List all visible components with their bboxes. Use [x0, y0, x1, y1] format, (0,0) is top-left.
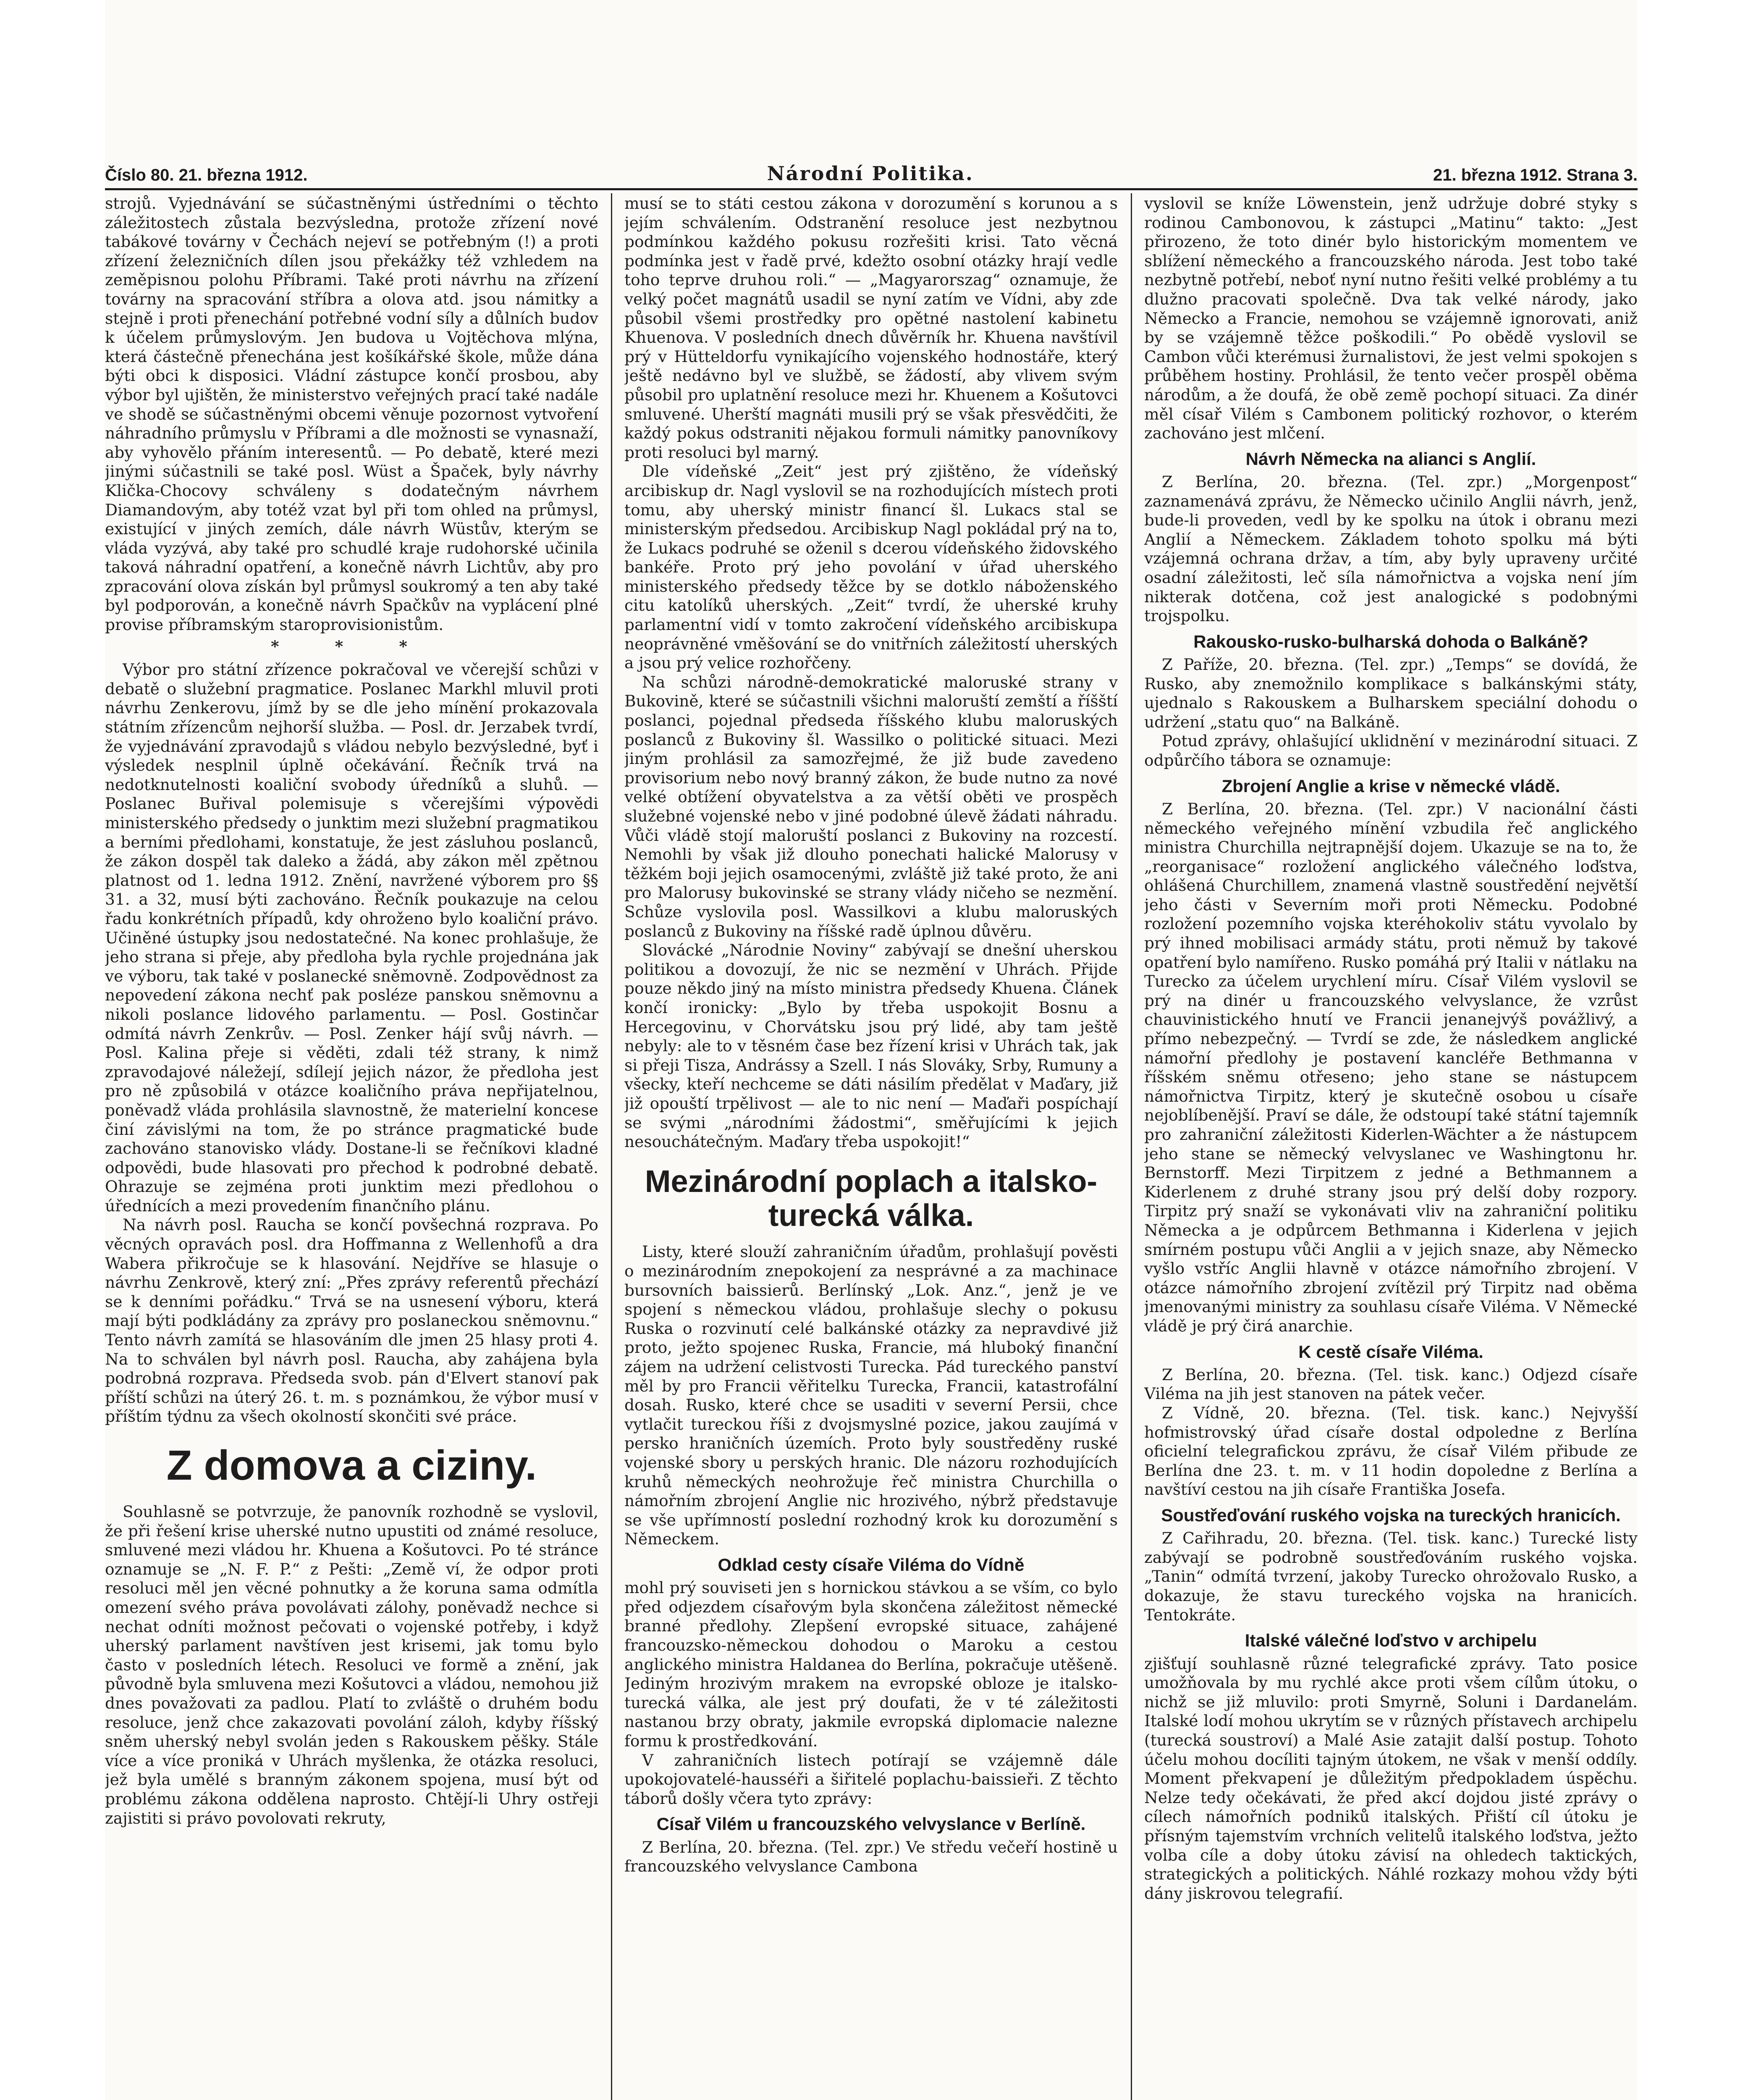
column-1: [105, 194, 598, 2100]
article-heading: K cestě císaře Viléma.: [1298, 1341, 1483, 1362]
issue-info: Číslo 80. 21. března 1912.: [105, 166, 308, 184]
column-divider: [1131, 193, 1132, 2100]
column-3: [1144, 194, 1638, 2100]
paragraph: Potud zprávy, ohlašující uklidnění v mezinárodní situaci. Z odpůrčího tábora se oznamuje:: [1144, 732, 1638, 770]
paragraph: Výbor pro státní zřízence pokračoval ve včerejší schůzi v debatě o služební pragmatice. Poslanec Markhl mluvil proti návrhu Zenkerovu, jímž by se dle jeho mínění prokazovala státním zřízencům nejhorší služba. — Posl. dr. Jerzabek tvrdí, že vyjednávání zpravodajů s vládou nebylo bezvýsledné, byť i výsledek nesplnil úplně očekávání. Řečník trvá na nedotknutelnosti koaliční svobody úředníků a sluhů. — Poslanec Buřival polemisuje s včerejšími výpovědi ministerského předsedy o junktim mezi služební pragmatikou a berními předlohami, konstatuje, že jest zásluhou poslanců, že zákon dospěl tak daleko a žádá, aby zákon měl zpětnou platnost od 1. ledna 1912. Znění, navržené výborem pro §§ 31. a 32, musí býti zachováno. Řečník poukazuje na celou řadu konkrétních případů, kdy ohroženo bylo koaliční právo. Učiněné ústupky jsou nedostatečné. Na konec prohlašuje, že jeho strana si přeje, aby předloha byla rychle projednána jak ve výboru, tak také v poslanecké sněmovně. Zodpovědnost za nepovedení zákona nechť pak posléze panskou sněmovnu a nikoli poslance lidového parlamentu. — Posl. Gostinčar odmítá návrh Zenkrův. — Posl. Zenker hájí svůj návrh. — Posl. Kalina přeje si věděti, zdali též strany, k nimž zpravodajové náležejí, sdílejí jejich názor, že předloha jest pro ně způsobilá v otázce koaličního práva nepřijatelnou, poněvadž vláda prohlásila slavnostně, že materielní koncese činí závislými na tom, že po stránce pragmatické bude zachováno stanovisko vlády. Dostane-li se řečníkovi kladné odpovědi, bude hlasovati pro přechod k podrobné debatě. Ohrazuje se zejména proti junktim mezi předlohou o úřednících a mezi provedením finančního plánu.: [105, 660, 598, 1215]
newspaper-page: [105, 0, 1638, 2100]
article-heading: Italské válečné loďstvo v archipelu: [1245, 1630, 1537, 1651]
article-heading: Rakousko-rusko-bulharská dohoda o Balkáně?: [1193, 631, 1588, 651]
section-heading: Z domova a ciziny.: [166, 1442, 537, 1489]
column-divider: [611, 193, 612, 2100]
paragraph: Z Vídně, 20. března. (Tel. tisk. kanc.) Nejvyšší hofmistrovský úřad císaře dostal odpoledne z Berlína oficielní telegrafickou zprávu, že císař Vilém přibude ze Berlína dne 23. t. m. v 11 hodin dopoledne z Berlína a navštíví cestou na jih císaře Františka Josefa.: [1144, 1404, 1638, 1499]
header-rule: [105, 188, 1638, 190]
paragraph: Z Berlína, 20. března. (Tel. zpr.) Ve středu večeří hostině u francouzského velvyslance Cambona: [624, 1838, 1118, 1876]
paragraph: Z Paříže, 20. března. (Tel. zpr.) „Temps“ se dovídá, že Rusko, aby znemožnilo komplikace s balkánskými státy, ujednalo s Rakouskem a Bulharskem speciální dohodu o udržení „statu quo“ na Balkáně.: [1144, 655, 1638, 731]
article-heading: Návrh Německa na alianci s Anglií.: [1245, 449, 1536, 469]
paragraph: musí se to státi cestou zákona v dorozumění s korunou a s jejím schválením. Odstranění resoluce jest nezbytnou podmínkou každého pokusu rozřešiti krisi. Tato věcná podmínka jest v řadě prvé, kdežto osobní otázky hrají vedle toho teprve druhou roli.“ — „Magyarorszag“ oznamuje, že velký počet magnátů usadil se nyní zatím ve Vídni, aby zde působil všemi prostředky pro opětné nastolení kabinetu Khuenova. V posledních dnech důvěrník hr. Khuena navštívil prý v Hütteldorfu vynikajícího vojenského hodnostáře, který ještě nedávno byl ve službě, se žádostí, aby vlivem svým působil pro uplatnění resoluce mezi hr. Khuenem a Košutovci smluvené. Uherští magnáti musili prý se však přesvědčiti, že každý pokus odstraniti nějakou formuli námitky panovníkovy proti resoluci byl marný.: [624, 194, 1118, 462]
paragraph: zjišťují souhlasně různé telegrafické zprávy. Tato posice umožňovala by mu rychlé akce proti všem cílům útoku, o nichž se již mluvilo: proti Smyrně, Soluni i Dardanelám. Italské lodí mohou ukrytím se v různých přístavech archipelu (turecká soustroví) a Malé Asie zatajit další postup. Tohoto účelu mohou docíliti tajným útokem, ne však v menší oddíly. Moment překvapení je důležitým předpokladem úspěchu. Nelze tedy očekávati, že před akcí dojdou jisté zprávy o cílech námořních podniků italských. Přiští cíl útoku je přísným tajemstvím vrchních velitelů italského loďstva, ježto volba cíle a doby útoku závisí na ohledech taktických, strategických a politických. Náhlé rozkazy mohou vždy býti dány jiskrovou telegrafií.: [1144, 1654, 1638, 1903]
page-header: [105, 155, 1638, 185]
paragraph: Na schůzi národně-demokratické maloruské strany v Bukovině, které se súčastnili všichni maloruští zemští a říšští poslanci, pojednal předseda říšského klubu maloruských poslanců z Bukoviny šl. Wassilko o politické situaci. Mezi jiným prohlásil za samozřejmé, že již bude zavedeno provisorium nebo nový branný zákon, že bude nutno za nové velké obtížení obyvatelstva a za větší oběti ve prospěch služebné vojenské nebo v jiné podobné úlevě žádati náhradu. Vůči vládě stojí maloruští poslanci z Bukoviny na rozcestí. Nemohli by však již dlouho ponechati halické Malorusy v těžkém boji jejich osamocenými, zvláště již také proto, že ani pro Malorusy bukovinské se strany vlády ničeho se nezmění. Schůze vyslovila posl. Wassilkovi a klubu maloruských poslanců z Bukoviny na říšské radě úplnou důvěru.: [624, 672, 1118, 940]
section-stars: * * *: [271, 637, 432, 656]
article-heading: Zbrojení Anglie a krise v německé vládě.: [1221, 776, 1560, 796]
paragraph: Listy, které slouží zahraničním úřadům, prohlašují pověsti o mezinárodním znepokojení za nesprávné a za machinace bursovních baissierů. Berlínský „Lok. Anz.“, jenž je ve spojení s německou vládou, prohlašuje slechy o pokusu Ruska o rozvinutí celé balkánské otázky za nepravdivé již proto, ježto spojenec Ruska, Francie, má hluboký finanční zájem na udržení celistvosti Turecka. Pád tureckého panství měl by pro Francii věřitelku Turecka, Francii, katastrofální dosah. Rusko, které chce se usaditi v severní Persii, chce vytlačit tureckou říši z dvojsmyslné pozice, jakou zaujímá v persko hraničních územích. Proto byly soustředěny ruské vojenské sbory u perských hranic. Dle názoru rozhodujících kruhů německých neohrožuje řeč ministra Churchilla o námořním zbrojení Anglie nic hrozivého, nýbrž představuje se vše upřímností poslední rozhodný krok ku dorozumění s Německem.: [624, 1242, 1118, 1549]
paragraph: strojů. Vyjednávání se súčastněnými ústředními o těchto záležitostech zůstala bezvýsledna, protože zřízení nové tabákové továrny v Čechách nejeví se potřebným (!) a proti zřízení železničních dílen jsou překážky též vzhledem na zeměpisnou polohu Příbrami. Také proti návrhu na zřízení továrny na spracování stříbra a olova atd. jsou námitky a stejně i proti přenechání potřebné vodní síly a důlních budov k účelem průmyslovým. Jen budova u Vojtěchova mlýna, která částečně přenechána jest košíkářské škole, může dána býti obci k disposici. Vládní zástupce končí prosbou, aby výbor byl ujištěn, že ministerstvo veřejných prací také nadále ve shodě se súčastněnými obcemi věnuje pozornost vytvoření náhradního průmyslu v Příbrami a dle možnosti se vynasnaží, aby vyhovělo přáním interesentů. — Po debatě, které mezi jinými súčastnili se také posl. Wüst a Špaček, byly návrhy Klička-Chocovy schváleny s dodatečným návrhem Diamandovým, aby totéž vzat byl při tom ohled na průmysl, existující v jiných zemích, dále návrh Wüstův, kterým se vláda vyzývá, aby také pro schudlé kraje rudohorské učinila taková náhradní opatření, a konečně návrh Lichtův, aby pro zpracování olova získán byl průmysl soukromý a ten aby také byl podporován, a konečně návrh Spačkův na vyplácení plné provise příbramským staroprovisionistům.: [105, 194, 598, 634]
paragraph: Dle vídeňské „Zeit“ jest prý zjištěno, že vídeňský arcibiskup dr. Nagl vyslovil se na rozhodujících místech proti tomu, aby uherský ministr financí šl. Lukacs stal se ministerským předsedou. Arcibiskup Nagl pokládal prý na to, že Lukacs podruhé se oženil s dcerou vídeňského židovského bankéře. Proto prý jeho povolání v úřad uherského ministerského předsedy těžce by se dotklo náboženského citu katolíků uherských. „Zeit“ tvrdí, že uherské kruhy parlamentní vidí v tomto zakročení vídeňského arcibiskupa neoprávněné vměšování se do vnitřních záležitostí uherských a jsou prý velice rozhořčeny.: [624, 462, 1118, 672]
paragraph: Z Berlína, 20. března. (Tel. zpr.) „Morgenpost“ zaznamenává zprávu, že Německo učinilo Anglii návrh, jenž, bude-li proveden, vedl by ke spolku na útok i obranu mezi Anglií a Německem. Základem tohoto spolku má býti vzájemná ochrana držav, a tím, aby byly upraveny určité osadní záležitosti, leč síla námořnictva a vojska není jím nikterak dotčena, což jest analogické s podobnými trojspolku.: [1144, 472, 1638, 625]
article-heading: Soustřeďování ruského vojska na tureckých hranicích.: [1161, 1505, 1621, 1525]
section-heading: Mezinárodní poplach a italsko-turecká válka.: [645, 1163, 1098, 1233]
column-2: [624, 194, 1118, 2100]
paragraph: Z Cařihradu, 20. března. (Tel. tisk. kanc.) Turecké listy zabývají se podrobně soustřeďováním ruského vojska. „Tanin“ odmítá tvrzení, jakoby Turecko ohrožovalo Rusko, a dokazuje, že stavu tureckého vojska na hranicích. Tentokráte.: [1144, 1529, 1638, 1624]
paragraph: mohl prý souviseti jen s hornickou stávkou a se vším, co bylo před odjezdem císařovým byla skončena záležitost německé branné předlohy. Zlepšení evropské situace, zahájené francouzsko-německou dohodou o Maroku a cestou anglického ministra Haldanea do Berlína, pokračuje utěšeně. Jediným hrozivým mrakem na evropské obloze je italsko-turecká válka, ale jest prý doufati, že v té záležitosti nastanou brzy obraty, jakmile evropská diplomacie nalezne formu k prostředkování.: [624, 1578, 1118, 1751]
paragraph: Souhlasně se potvrzuje, že panovník rozhodně se vyslovil, že při řešení krise uherské nutno upustiti od známé resoluce, smluvené mezi vládou hr. Khuena a Košutovci. Po té stránce oznamuje se „N. F. P.“ z Pešti: „Země ví, že odpor proti resoluci měl jen věcné pohnutky a že koruna sama odmítla omezení svého práva povolávati zálohy, poněvadž nechce si nechat odníti možnost pečovati o vojenské potřeby, i když uherský parlament navštíven jest krisemi, jak tomu bylo často v posledních létech. Resoluci ve formě a znění, jak původně byla smluvena mezi Košutovci a vládou, nemohou již dnes považovati za padlou. Platí to zvláště o druhém bodu resoluce, jenž chce zakazovati povolání záloh, kdyby říšský sněm uherský nebyl svolán jeden s Rakouskem pěšky. Stále více a více proniká v Uhrách myšlenka, že otázka resoluci, jež byla umělé s branným zákonem spojena, musí být od problému zákona oddělena naprosto. Chtějí-li Uhry ostřeji zajistiti si právo povolovati rekruty,: [105, 1502, 598, 1827]
paragraph: vyslovil se kníže Löwenstein, jenž udržuje dobré styky s rodinou Cambonovou, k zástupci „Matinu“ takto: „Jest přirozeno, že toto dinér bylo historickým momentem ve sblížení německého a francouzského národa. Jest tobo také nezbytně potřebí, neboť nyní nutno řešiti velké problémy a tu dlužno pracovati společně. Dva tak velké národy, jako Německo a Francie, nemohou se vzájemně ignorovati, aniž by se vzájemně těžce poškodili.“ Po obědě vyslovil se Cambon vůči kterémusi žurnalistovi, že jest velmi spokojen s průběhem hostiny. Prohlásil, že tento večer prospěl oběma národům, a že doufá, že obě země pochopí situaci. Za dinér měl císař Vilém s Cambonem politický rozhovor, o kterém zachováno jest mlčení.: [1144, 194, 1638, 443]
paragraph: Na návrh posl. Raucha se končí povšechná rozprava. Po věcných opravách posl. dra Hoffmanna z Wellenhofů a dra Wabera přikročuje se k hlasování. Nejdříve se hlasuje o návrhu Zenkrově, který zní: „Přes zprávy referentů přechází se k denními pořádku.“ Trvá se na usnesení výboru, která mají býti podkládány za zprávy pro poslaneckou sněmovnu.“ Tento návrh zamítá se hlasováním dle jmen 25 hlasy proti 4. Na to schválen byl návrh posl. Raucha, aby zahájena byla podrobná rozprava. Předseda svob. pán d'Elvert stanoví pak příští schůzi na úterý 26. t. m. s poznámkou, že výbor musí v příštím týdnu za všech okolností skončiti své práce.: [105, 1215, 598, 1426]
paragraph: Slovácké „Národnie Noviny“ zabývají se dnešní uherskou politikou a dovozují, že nic se nezmění v Uhrách. Přijde pouze někdo jiný na místo ministra předsedy Khuena. Článek končí ironicky: „Bylo by třeba uspokojit Bosnu a Hercegovinu, v Chorvátsku jsou prý lidé, aby tam ještě nebyly: ale to v těsném čase bez řízení krisi v Uhrách tak, jak si přeji Tisza, Andrássy a Szell. I nás Slováky, Srby, Rumuny a všecky, kteří nechceme se dáti násilím předělat v Maďary, již již opouští trpělivost — ale to nic není — Maďaři pospíchají se svými „národními žádostmi“, směřujícími k jejich nesouchátečným. Maďary třeba uspokojit!“: [624, 941, 1118, 1151]
paragraph: V zahraničních listech potírají se vzájemně dále upokojovatelé-hausséři a šiřitelé poplachu-baissieři. Z těchto táborů došly včera tyto zprávy:: [624, 1751, 1118, 1808]
page-info: 21. března 1912. Strana 3.: [1433, 166, 1638, 184]
paragraph: Z Berlína, 20. března. (Tel. tisk. kanc.) Odjezd císaře Viléma na jih jest stanoven na pátek večer.: [1144, 1365, 1638, 1403]
paragraph: Z Berlína, 20. března. (Tel. zpr.) V nacionální části německého veřejného mínění vzbudila řeč anglického ministra Churchilla nejtrapnější dojem. Ukazuje se na to, že „reorganisace“ rozložení anglického válečného loďstva, ohlášená Churchillem, znamená vlastně soustředění největší jeho části v Severním moři proti Německu. Podobné rozložení pozemního vojska kteréhokoliv státu vyvolalo by prý ihned mobilisaci armády státu, proti němuž by takové opatření bylo namířeno. Rusko pomáhá prý Italii v nátlaku na Turecko za účelem urychlení míru. Císař Vilém vyslovil se prý na dinér u francouzského velvyslance, že vzrůst chauvinistického hnutí ve Francii jenanejvýš povážlivý, a přímo nebezpečný. — Tvrdí se zde, že následkem anglické námořní předlohy je postavení kancléře Bethmanna v říšském sněmu otřeseno; jeho stane se nástupcem námořnictva Tirpitz, který je skutečně osobou u císaře nejoblíbenější. Praví se dále, že odstoupí také státní tajemník pro zahraniční záležitosti Kiderlen-Wächter a že nástupcem jeho stane se německý velvyslanec ve Washingtonu hr. Bernstorff. Mezi Tirpitzem z jedné a Bethmannem a Kiderlenem z druhé strany jsou prý delší doby rozpory. Tirpitz prý snaží se vykonávati vliv na zahraniční politiku Německa a je odpůrcem Bethmanna i Kiderlena v jejich smírném postupu vůči Anglii a v jejich snaze, aby Německo vyšlo vstříc Anglii hlavně v otázce námořního zbrojení. V otázce námořního zbrojení zvítězil prý Tirpitz nad oběma jmenovanými ministry za souhlasu císaře Viléma. V Německé vládě je prý čirá anarchie.: [1144, 799, 1638, 1335]
article-heading: Odklad cesty císaře Viléma do Vídně: [718, 1554, 1025, 1575]
article-heading: Císař Vilém u francouzského velvyslance v Berlíně.: [656, 1814, 1086, 1834]
masthead: Národní Politika.: [767, 162, 974, 185]
